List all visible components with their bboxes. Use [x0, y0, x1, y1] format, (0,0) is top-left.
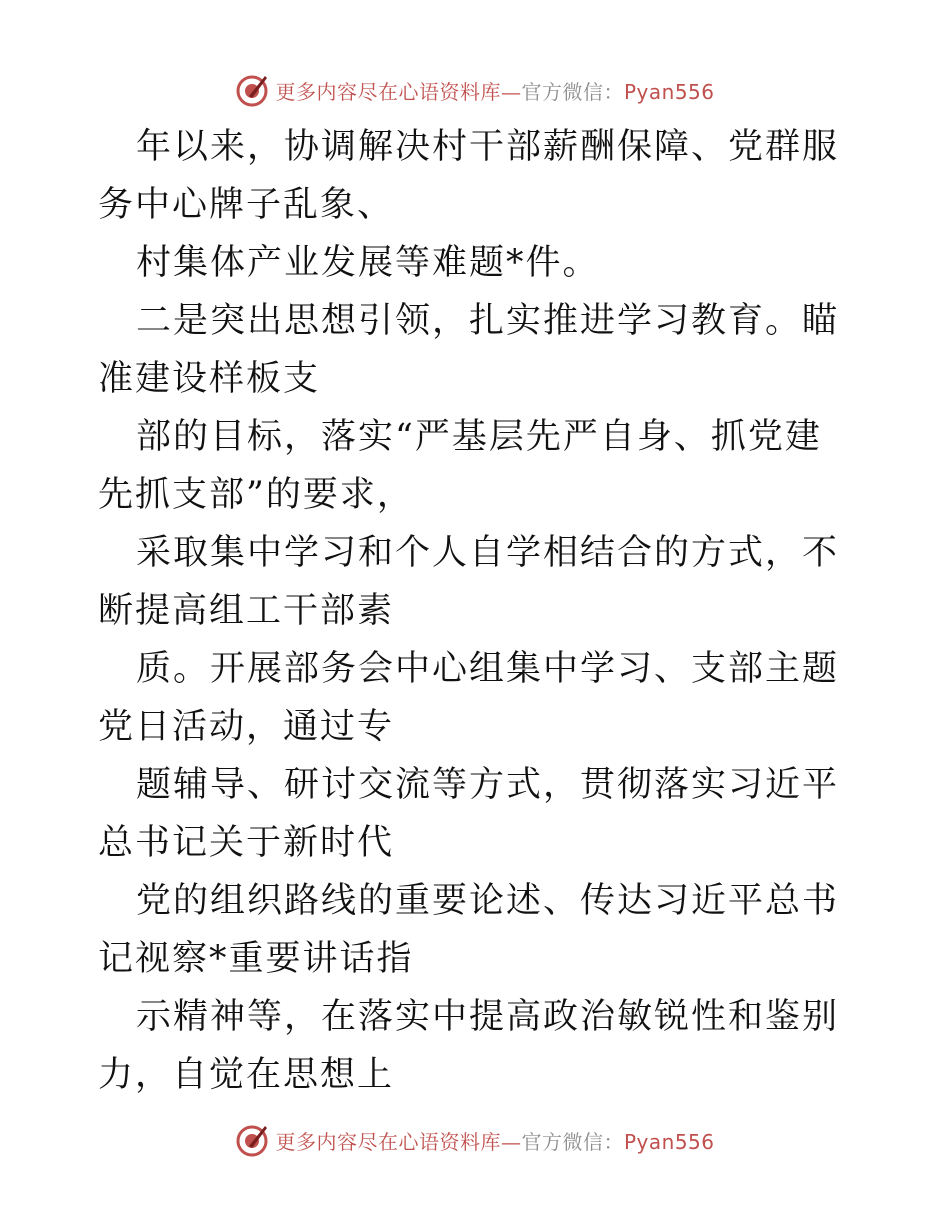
banner-wechat-id: Pyan556 [623, 79, 715, 104]
banner-wechat-id: Pyan556 [623, 1129, 715, 1154]
paragraph-line: 部的目标，落实“严基层先严自身、抓党建先抓支部”的要求， [98, 417, 822, 515]
paragraph-line: 村集体产业发展等难题*件。 [136, 243, 600, 283]
paragraph-line: 年以来，协调解决村干部薪酬保障、党群服务中心牌子乱象、 [98, 127, 840, 225]
footer-banner [0, 1120, 950, 1160]
quill-logo-icon [235, 72, 271, 108]
paragraph-line: 质。开展部务会中心组集中学习、支部主题党日活动，通过专 [98, 649, 840, 747]
document-body [98, 118, 858, 1104]
paragraph-line: 采取集中学习和个人自学相结合的方式，不断提高组工干部素 [98, 533, 840, 631]
paragraph-line: 题辅导、研讨交流等方式，贯彻落实习近平总书记关于新时代 [98, 765, 840, 863]
banner-wechat-label: 官方微信： [521, 1129, 624, 1154]
banner-wechat-label: 官方微信： [521, 79, 624, 104]
banner-site: 更多内容尽在心语资料库 [275, 1129, 501, 1154]
banner-site: 更多内容尽在心语资料库 [275, 79, 501, 104]
banner-text [275, 76, 714, 105]
banner-text [275, 1126, 714, 1155]
paragraph-line: 示精神等，在落实中提高政治敏锐性和鉴别力，自觉在思想上 [98, 997, 840, 1095]
quill-logo-icon [235, 1122, 271, 1158]
header-banner [0, 70, 950, 110]
banner-dash: — [500, 1129, 522, 1154]
paragraph-line: 二是突出思想引领，扎实推进学习教育。瞄准建设样板支 [98, 301, 840, 399]
paragraph-line: 党的组织路线的重要论述、传达习近平总书记视察*重要讲话指 [98, 881, 840, 979]
banner-dash: — [500, 79, 522, 104]
